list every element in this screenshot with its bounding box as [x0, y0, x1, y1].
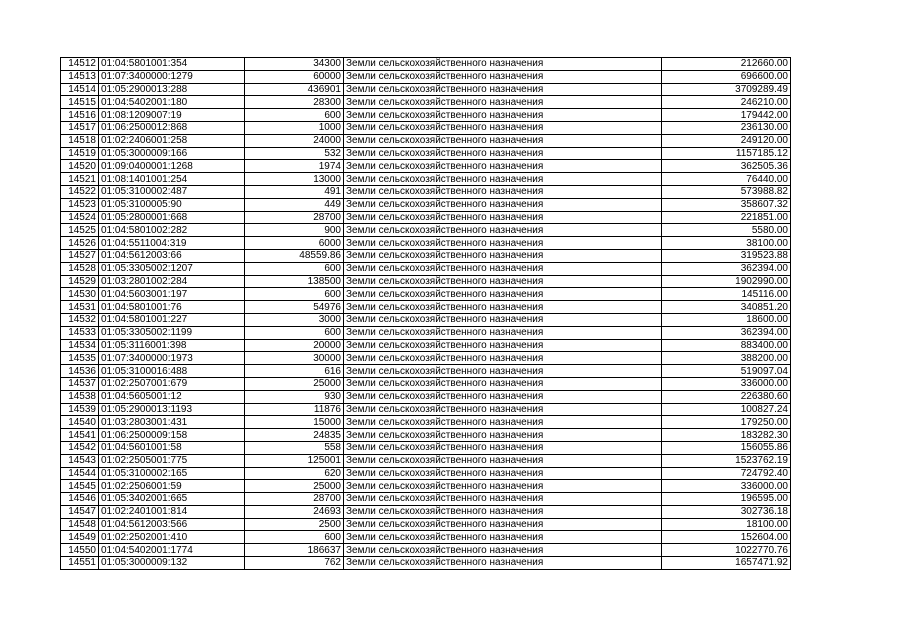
row-number-cell: 14533	[61, 326, 99, 339]
cadastral-value-cell: 340851.20	[662, 301, 791, 314]
cadastral-number-cell: 01:05:2900013:1193	[99, 403, 245, 416]
land-category-cell: Земли сельскохозяйственного назначения	[344, 185, 662, 198]
area-cell: 900	[245, 224, 344, 237]
cadastral-number-cell: 01:02:2505001:775	[99, 454, 245, 467]
table-row	[61, 288, 791, 301]
cadastral-number-cell: 01:04:5511004:319	[99, 237, 245, 250]
cadastral-value-cell: 1902990.00	[662, 275, 791, 288]
cadastral-number-cell: 01:05:3402001:665	[99, 493, 245, 506]
row-number-cell: 14542	[61, 441, 99, 454]
cadastral-value-cell: 196595.00	[662, 493, 791, 506]
cadastral-value-cell: 5580.00	[662, 224, 791, 237]
row-number-cell: 14532	[61, 313, 99, 326]
row-number-cell: 14541	[61, 429, 99, 442]
cadastral-number-cell: 01:04:5612003:66	[99, 249, 245, 262]
row-number-cell: 14544	[61, 467, 99, 480]
area-cell: 558	[245, 441, 344, 454]
cadastral-number-cell: 01:05:3000009:166	[99, 147, 245, 160]
cadastral-number-cell: 01:03:2803001:431	[99, 416, 245, 429]
row-number-cell: 14531	[61, 301, 99, 314]
area-cell: 186637	[245, 544, 344, 557]
row-number-cell: 14523	[61, 198, 99, 211]
table-row	[61, 531, 791, 544]
cadastral-number-cell: 01:05:3000009:132	[99, 557, 245, 570]
cadastral-number-cell: 01:02:2502001:410	[99, 531, 245, 544]
land-category-cell: Земли сельскохозяйственного назначения	[344, 109, 662, 122]
cadastral-number-cell: 01:05:3100005:90	[99, 198, 245, 211]
area-cell: 24835	[245, 429, 344, 442]
cadastral-value-cell: 1022770.76	[662, 544, 791, 557]
area-cell: 600	[245, 531, 344, 544]
row-number-cell: 14543	[61, 454, 99, 467]
land-category-cell: Земли сельскохозяйственного назначения	[344, 480, 662, 493]
area-cell: 11876	[245, 403, 344, 416]
row-number-cell: 14527	[61, 249, 99, 262]
area-cell: 600	[245, 288, 344, 301]
row-number-cell: 14519	[61, 147, 99, 160]
land-category-cell: Земли сельскохозяйственного назначения	[344, 403, 662, 416]
cadastral-number-cell: 01:07:3400000:1279	[99, 70, 245, 83]
land-category-cell: Земли сельскохозяйственного назначения	[344, 275, 662, 288]
table-row	[61, 109, 791, 122]
land-category-cell: Земли сельскохозяйственного назначения	[344, 70, 662, 83]
row-number-cell: 14524	[61, 211, 99, 224]
cadastral-number-cell: 01:04:5801001:76	[99, 301, 245, 314]
table-row	[61, 173, 791, 186]
cadastral-value-cell: 362505.36	[662, 160, 791, 173]
cadastral-number-cell: 01:05:3305002:1207	[99, 262, 245, 275]
table-row	[61, 96, 791, 109]
cadastral-value-cell: 246210.00	[662, 96, 791, 109]
cadastral-value-cell: 319523.88	[662, 249, 791, 262]
row-number-cell: 14515	[61, 96, 99, 109]
row-number-cell: 14547	[61, 505, 99, 518]
row-number-cell: 14525	[61, 224, 99, 237]
area-cell: 24000	[245, 134, 344, 147]
table-row	[61, 518, 791, 531]
table-row	[61, 365, 791, 378]
land-category-cell: Земли сельскохозяйственного назначения	[344, 134, 662, 147]
cadastral-value-cell: 249120.00	[662, 134, 791, 147]
cadastral-number-cell: 01:08:1401001:254	[99, 173, 245, 186]
table-row	[61, 237, 791, 250]
row-number-cell: 14528	[61, 262, 99, 275]
area-cell: 616	[245, 365, 344, 378]
cadastral-number-cell: 01:05:3100002:487	[99, 185, 245, 198]
land-category-cell: Земли сельскохозяйственного назначения	[344, 288, 662, 301]
cadastral-value-cell: 362394.00	[662, 262, 791, 275]
table-row	[61, 211, 791, 224]
row-number-cell: 14549	[61, 531, 99, 544]
land-category-cell: Земли сельскохозяйственного назначения	[344, 377, 662, 390]
land-category-cell: Земли сельскохозяйственного назначения	[344, 262, 662, 275]
area-cell: 30000	[245, 352, 344, 365]
row-number-cell: 14538	[61, 390, 99, 403]
cadastral-number-cell: 01:04:5402001:1774	[99, 544, 245, 557]
row-number-cell: 14513	[61, 70, 99, 83]
area-cell: 60000	[245, 70, 344, 83]
land-category-cell: Земли сельскохозяйственного назначения	[344, 326, 662, 339]
land-category-cell: Земли сельскохозяйственного назначения	[344, 173, 662, 186]
cadastral-value-cell: 179442.00	[662, 109, 791, 122]
cadastral-number-cell: 01:05:2800001:668	[99, 211, 245, 224]
cadastral-value-cell: 221851.00	[662, 211, 791, 224]
cadastral-number-cell: 01:04:5801002:282	[99, 224, 245, 237]
cadastral-value-cell: 1657471.92	[662, 557, 791, 570]
table-row	[61, 557, 791, 570]
table-row	[61, 326, 791, 339]
table-row	[61, 390, 791, 403]
row-number-cell: 14530	[61, 288, 99, 301]
area-cell: 3000	[245, 313, 344, 326]
land-category-cell: Земли сельскохозяйственного назначения	[344, 83, 662, 96]
table-row	[61, 275, 791, 288]
cadastral-number-cell: 01:07:3400000:1973	[99, 352, 245, 365]
cadastral-value-cell: 1157185.12	[662, 147, 791, 160]
table-row	[61, 429, 791, 442]
cadastral-value-cell: 152604.00	[662, 531, 791, 544]
cadastral-value-cell: 3709289.49	[662, 83, 791, 96]
table-row	[61, 121, 791, 134]
area-cell: 2500	[245, 518, 344, 531]
land-category-cell: Земли сельскохозяйственного назначения	[344, 160, 662, 173]
land-category-cell: Земли сельскохозяйственного назначения	[344, 544, 662, 557]
row-number-cell: 14514	[61, 83, 99, 96]
row-number-cell: 14518	[61, 134, 99, 147]
row-number-cell: 14539	[61, 403, 99, 416]
cadastral-value-cell: 724792.40	[662, 467, 791, 480]
table-row	[61, 262, 791, 275]
cadastral-value-cell: 18600.00	[662, 313, 791, 326]
area-cell: 491	[245, 185, 344, 198]
land-category-cell: Земли сельскохозяйственного назначения	[344, 505, 662, 518]
cadastral-number-cell: 01:05:2900013:288	[99, 83, 245, 96]
land-category-cell: Земли сельскохозяйственного назначения	[344, 352, 662, 365]
table-row	[61, 198, 791, 211]
land-category-cell: Земли сельскохозяйственного назначения	[344, 441, 662, 454]
cadastral-value-cell: 38100.00	[662, 237, 791, 250]
area-cell: 25000	[245, 480, 344, 493]
row-number-cell: 14546	[61, 493, 99, 506]
cadastral-value-cell: 179250.00	[662, 416, 791, 429]
cadastral-value-cell: 18100.00	[662, 518, 791, 531]
cadastral-value-cell: 519097.04	[662, 365, 791, 378]
table-row	[61, 493, 791, 506]
cadastral-number-cell: 01:06:2500012:868	[99, 121, 245, 134]
cadastral-number-cell: 01:05:3116001:398	[99, 339, 245, 352]
cadastral-value-cell: 100827.24	[662, 403, 791, 416]
table-row	[61, 352, 791, 365]
table-row	[61, 416, 791, 429]
land-category-cell: Земли сельскохозяйственного назначения	[344, 96, 662, 109]
row-number-cell: 14520	[61, 160, 99, 173]
area-cell: 28700	[245, 211, 344, 224]
row-number-cell: 14537	[61, 377, 99, 390]
area-cell: 28700	[245, 493, 344, 506]
table-row	[61, 339, 791, 352]
table-row	[61, 467, 791, 480]
table-row	[61, 505, 791, 518]
cadastral-number-cell: 01:02:2401001:814	[99, 505, 245, 518]
table-row	[61, 224, 791, 237]
cadastral-value-cell: 302736.18	[662, 505, 791, 518]
table-row	[61, 185, 791, 198]
cadastral-number-cell: 01:05:3305002:1199	[99, 326, 245, 339]
land-category-cell: Земли сельскохозяйственного назначения	[344, 429, 662, 442]
row-number-cell: 14512	[61, 58, 99, 71]
area-cell: 600	[245, 109, 344, 122]
cadastral-number-cell: 01:05:3100016:488	[99, 365, 245, 378]
cadastral-number-cell: 01:04:5801001:227	[99, 313, 245, 326]
land-category-cell: Земли сельскохозяйственного назначения	[344, 237, 662, 250]
land-category-cell: Земли сельскохозяйственного назначения	[344, 147, 662, 160]
table-row	[61, 83, 791, 96]
row-number-cell: 14540	[61, 416, 99, 429]
area-cell: 600	[245, 326, 344, 339]
row-number-cell: 14551	[61, 557, 99, 570]
table-row	[61, 313, 791, 326]
area-cell: 28300	[245, 96, 344, 109]
cadastral-value-cell: 1523762.19	[662, 454, 791, 467]
land-category-cell: Земли сельскохозяйственного назначения	[344, 518, 662, 531]
row-number-cell: 14550	[61, 544, 99, 557]
area-cell: 436901	[245, 83, 344, 96]
land-category-cell: Земли сельскохозяйственного назначения	[344, 557, 662, 570]
land-category-cell: Земли сельскохозяйственного назначения	[344, 58, 662, 71]
cadastral-value-cell: 156055.86	[662, 441, 791, 454]
land-category-cell: Земли сельскохозяйственного назначения	[344, 454, 662, 467]
land-category-cell: Земли сельскохозяйственного назначения	[344, 301, 662, 314]
area-cell: 54976	[245, 301, 344, 314]
area-cell: 762	[245, 557, 344, 570]
cadastral-value-cell: 388200.00	[662, 352, 791, 365]
land-category-cell: Земли сельскохозяйственного назначения	[344, 198, 662, 211]
cadastral-value-cell: 362394.00	[662, 326, 791, 339]
land-category-cell: Земли сельскохозяйственного назначения	[344, 249, 662, 262]
cadastral-value-cell: 358607.32	[662, 198, 791, 211]
table-row	[61, 147, 791, 160]
row-number-cell: 14535	[61, 352, 99, 365]
row-number-cell: 14529	[61, 275, 99, 288]
row-number-cell: 14517	[61, 121, 99, 134]
land-category-cell: Земли сельскохозяйственного назначения	[344, 493, 662, 506]
cadastral-number-cell: 01:04:5612003:566	[99, 518, 245, 531]
table-row	[61, 403, 791, 416]
table-row	[61, 544, 791, 557]
cadastral-value-cell: 236130.00	[662, 121, 791, 134]
area-cell: 449	[245, 198, 344, 211]
area-cell: 930	[245, 390, 344, 403]
area-cell: 34300	[245, 58, 344, 71]
table-row	[61, 454, 791, 467]
land-category-cell: Земли сельскохозяйственного назначения	[344, 467, 662, 480]
row-number-cell: 14534	[61, 339, 99, 352]
cadastral-number-cell: 01:02:2507001:679	[99, 377, 245, 390]
land-category-cell: Земли сельскохозяйственного назначения	[344, 121, 662, 134]
land-parcel-table	[60, 57, 791, 570]
land-category-cell: Земли сельскохозяйственного назначения	[344, 224, 662, 237]
table-row	[61, 134, 791, 147]
cadastral-number-cell: 01:06:2500009:158	[99, 429, 245, 442]
table-row	[61, 58, 791, 71]
row-number-cell: 14545	[61, 480, 99, 493]
row-number-cell: 14521	[61, 173, 99, 186]
cadastral-value-cell: 573988.82	[662, 185, 791, 198]
row-number-cell: 14526	[61, 237, 99, 250]
land-category-cell: Земли сельскохозяйственного назначения	[344, 531, 662, 544]
cadastral-value-cell: 883400.00	[662, 339, 791, 352]
land-category-cell: Земли сельскохозяйственного назначения	[344, 390, 662, 403]
area-cell: 600	[245, 262, 344, 275]
area-cell: 15000	[245, 416, 344, 429]
table-row	[61, 480, 791, 493]
cadastral-value-cell: 76440.00	[662, 173, 791, 186]
area-cell: 13000	[245, 173, 344, 186]
row-number-cell: 14516	[61, 109, 99, 122]
land-category-cell: Земли сельскохозяйственного назначения	[344, 365, 662, 378]
area-cell: 1000	[245, 121, 344, 134]
cadastral-number-cell: 01:04:5801001:354	[99, 58, 245, 71]
table-row	[61, 249, 791, 262]
area-cell: 20000	[245, 339, 344, 352]
cadastral-number-cell: 01:04:5605001:12	[99, 390, 245, 403]
cadastral-number-cell: 01:04:5603001:197	[99, 288, 245, 301]
cadastral-number-cell: 01:05:3100002:165	[99, 467, 245, 480]
land-category-cell: Земли сельскохозяйственного назначения	[344, 211, 662, 224]
area-cell: 532	[245, 147, 344, 160]
land-category-cell: Земли сельскохозяйственного назначения	[344, 339, 662, 352]
cadastral-number-cell: 01:09:0400001:1268	[99, 160, 245, 173]
area-cell: 25000	[245, 377, 344, 390]
cadastral-value-cell: 696600.00	[662, 70, 791, 83]
cadastral-value-cell: 336000.00	[662, 377, 791, 390]
cadastral-value-cell: 212660.00	[662, 58, 791, 71]
table-row	[61, 70, 791, 83]
area-cell: 620	[245, 467, 344, 480]
row-number-cell: 14522	[61, 185, 99, 198]
cadastral-number-cell: 01:03:2801002:284	[99, 275, 245, 288]
area-cell: 138500	[245, 275, 344, 288]
cadastral-value-cell: 145116.00	[662, 288, 791, 301]
cadastral-value-cell: 183282.30	[662, 429, 791, 442]
cadastral-value-cell: 336000.00	[662, 480, 791, 493]
cadastral-number-cell: 01:02:2406001:258	[99, 134, 245, 147]
table-row	[61, 441, 791, 454]
row-number-cell: 14536	[61, 365, 99, 378]
table-row	[61, 160, 791, 173]
area-cell: 1974	[245, 160, 344, 173]
land-parcel-table-body	[61, 58, 791, 570]
land-category-cell: Земли сельскохозяйственного назначения	[344, 313, 662, 326]
table-row	[61, 377, 791, 390]
cadastral-number-cell: 01:04:5601001:58	[99, 441, 245, 454]
area-cell: 6000	[245, 237, 344, 250]
cadastral-number-cell: 01:04:5402001:180	[99, 96, 245, 109]
cadastral-number-cell: 01:08:1209007:19	[99, 109, 245, 122]
land-category-cell: Земли сельскохозяйственного назначения	[344, 416, 662, 429]
cadastral-value-cell: 226380.60	[662, 390, 791, 403]
row-number-cell: 14548	[61, 518, 99, 531]
area-cell: 24693	[245, 505, 344, 518]
table-row	[61, 301, 791, 314]
cadastral-number-cell: 01:02:2506001:59	[99, 480, 245, 493]
area-cell: 48559.86	[245, 249, 344, 262]
area-cell: 125001	[245, 454, 344, 467]
